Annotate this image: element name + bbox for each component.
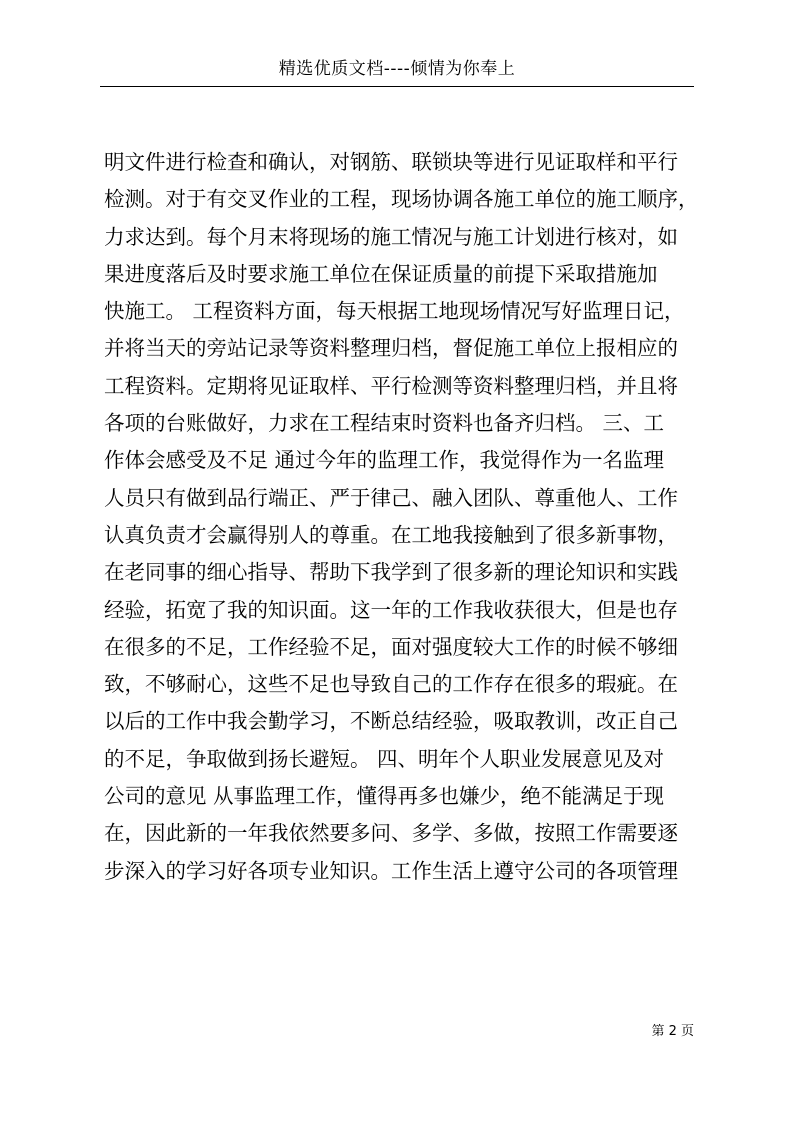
text-line: 果进度落后及时要求施工单位在保证质量的前提下采取措施加 bbox=[104, 261, 658, 286]
text-line: 明文件进行检查和确认，对钢筋、联锁块等进行见证取样和平行 bbox=[104, 150, 678, 174]
text-line: 公司的意见 从事监理工作，懂得再多也嫌少，绝不能满足于现 bbox=[104, 784, 665, 809]
text-line: 认真负责才会赢得别人的尊重。在工地我接触到了很多新事物， bbox=[104, 522, 678, 547]
text-line: 步深入的学习好各项专业知识。工作生活上遵守公司的各项管理 bbox=[104, 858, 678, 883]
text-line: 致，不够耐心，这些不足也导致自己的工作存在很多的瑕疵。在 bbox=[104, 672, 678, 697]
page-header bbox=[100, 58, 694, 87]
text-line: 以后的工作中我会勤学习，不断总结经验，吸取教训，改正自己 bbox=[104, 709, 678, 734]
text-line: 各项的台账做好，力求在工程结束时资料也备齐归档。 三、工 bbox=[104, 411, 665, 436]
text-line: 在很多的不足，工作经验不足，面对强度较大工作的时候不够细 bbox=[104, 634, 678, 659]
text-line: 经验，拓宽了我的知识面。这一年的工作我收获很大，但是也存 bbox=[104, 597, 678, 622]
text-line: 的不足，争取做到扬长避短。 四、明年个人职业发展意见及对 bbox=[104, 746, 665, 771]
text-line: 作体会感受及不足 通过今年的监理工作，我觉得作为一名监理 bbox=[104, 448, 665, 473]
text-line: 检测。对于有交叉作业的工程，现场协调各施工单位的施工顺序， bbox=[104, 187, 699, 212]
text-line: 工程资料。定期将见证取样、平行检测等资料整理归档，并且将 bbox=[104, 373, 678, 398]
text-line: 人员只有做到品行端正、严于律己、融入团队、尊重他人、工作 bbox=[104, 485, 678, 510]
text-line: 快施工。 工程资料方面，每天根据工地现场情况写好监理日记， bbox=[104, 299, 685, 324]
page-number: 第 2 页 bbox=[651, 1024, 694, 1039]
header-title: 精选优质文档----倾情为你奉上 bbox=[278, 59, 516, 79]
body-text bbox=[104, 144, 702, 890]
text-line: 并将当天的旁站记录等资料整理归档，督促施工单位上报相应的 bbox=[104, 336, 678, 361]
text-line: 在，因此新的一年我依然要多问、多学、多做，按照工作需要逐 bbox=[104, 821, 678, 846]
text-line: 力求达到。每个月末将现场的施工情况与施工计划进行核对，如 bbox=[104, 224, 678, 249]
text-line: 在老同事的细心指导、帮助下我学到了很多新的理论知识和实践 bbox=[104, 560, 678, 585]
